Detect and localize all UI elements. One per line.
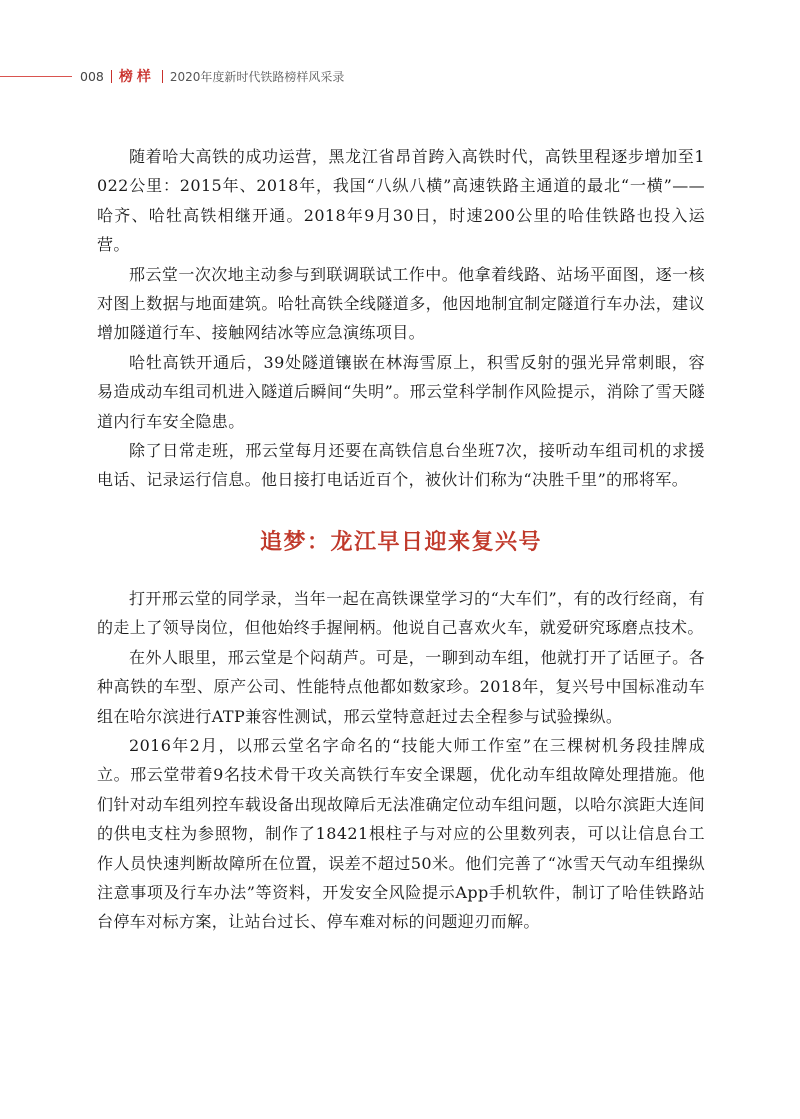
page-number: 008 — [80, 68, 104, 84]
article-body — [97, 142, 705, 937]
paragraph: 在外人眼里，邢云堂是个闷葫芦。可是，一聊到动车组，他就打开了话匣子。各种高铁的车型、原产公司、性能特点他都如数家珍。2018年，复兴号中国标准动车组在哈尔滨进行ATP兼容性测试，邢云堂特意赶过去全程参与试验操纵。 — [97, 647, 705, 726]
section-heading: 追梦：龙江早日迎来复兴号 — [259, 529, 542, 555]
logo-text: 榜样 — [118, 69, 155, 85]
series-title: 2020年度新时代铁路榜样风采录 — [169, 69, 345, 84]
paragraph: 哈牡高铁开通后，39处隧道镶嵌在林海雪原上，积雪反射的强光异常刺眼，容易造成动车组司机进入隧道后瞬间“失明”。邢云堂科学制作风险提示，消除了雪天隧道内行车安全隐患。 — [97, 352, 705, 431]
header-divider — [111, 70, 112, 83]
paragraph: 除了日常走班，邢云堂每月还要在高铁信息台坐班7次，接听动车组司机的求援电话、记录运行信息。他日接打电话近百个，被伙计们称为“决胜千里”的邢将军。 — [97, 441, 705, 490]
header-divider — [162, 70, 163, 83]
header-text — [80, 66, 344, 86]
paragraph: 随着哈大高铁的成功运营，黑龙江省昂首跨入高铁时代，高铁里程逐步增加至1 022公里：2015年、2018年，我国“八纵八横”高速铁路主通道的最北“一横”——哈齐、哈牡高铁相继开通。2018年9月30日，时速200公里的哈佳铁路也投入运营。 — [97, 147, 705, 255]
paragraph: 2016年2月，以邢云堂名字命名的“技能大师工作室”在三棵树机务段挂牌成立。邢云堂带着9名技术骨干攻关高铁行车安全课题，优化动车组故障处理措施。他们针对动车组列控车载设备出现故障后无法准确定位动车组问题，以哈尔滨距大连间的供电支柱为参照物，制作了18421根柱子与对应的公里数列表，可以让信息台工作人员快速判断故障所在位置，误差不超过50米。他们完善了“冰雪天气动车组操纵注意事项及行车办法”等资料，开发安全风险提示App手机软件，制订了哈佳铁路站台停车对标方案，让站台过长、停车难对标的问题迎刃而解。 — [97, 735, 705, 932]
header-rule — [0, 76, 72, 77]
paragraph: 邢云堂一次次地主动参与到联调联试工作中。他拿着线路、站场平面图，逐一核对图上数据与地面建筑。哈牡高铁全线隧道多，他因地制宜制定隧道行车办法，建议增加隧道行车、接触网结冰等应急演练项目。 — [97, 264, 705, 343]
paragraph: 打开邢云堂的同学录，当年一起在高铁课堂学习的“大车们”，有的改行经商，有的走上了领导岗位，但他始终手握闸柄。他说自己喜欢火车，就爱研究琢磨点技术。 — [97, 588, 705, 638]
page-header — [0, 62, 800, 90]
